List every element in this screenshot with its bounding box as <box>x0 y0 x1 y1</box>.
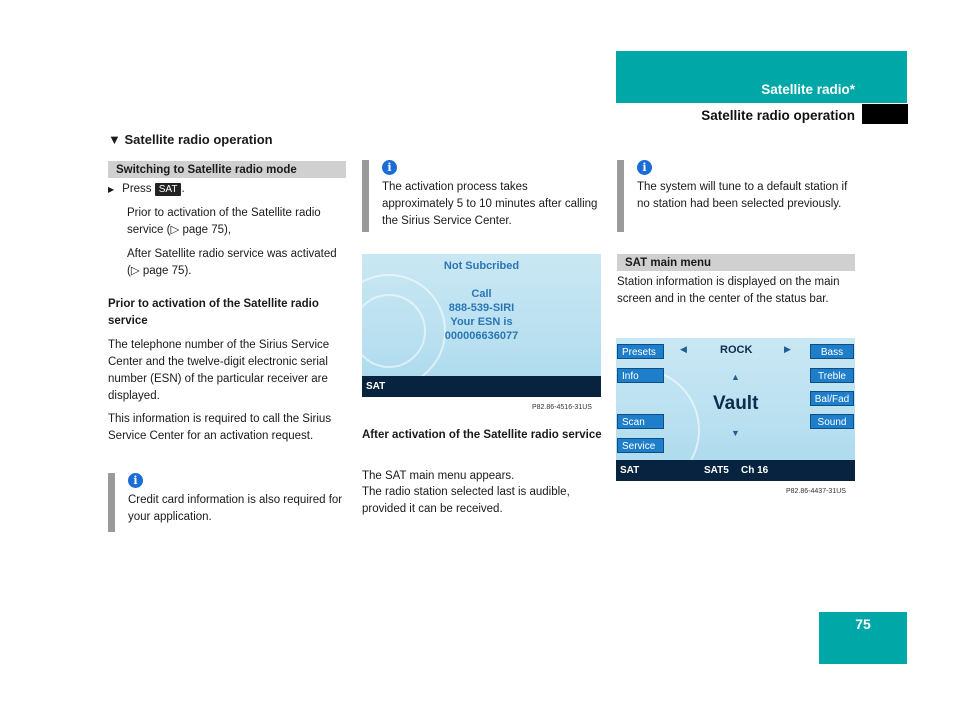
info-icon: i <box>128 473 143 488</box>
note-text: Credit card information is also required for your application. <box>128 494 343 523</box>
sat-main-menu-text: Station information is displayed on the main screen and in the center of the status bar. <box>617 276 840 305</box>
para-after: After Satellite radio service was activated (▷ page 75). <box>127 248 337 277</box>
chapter-tab <box>616 51 907 103</box>
prior-heading: Prior to activation of the Satellite radio service <box>108 298 319 327</box>
step-press-sat <box>108 181 348 198</box>
subheading-switching: Switching to Satellite radio mode <box>108 161 346 178</box>
status-station: SAT5 <box>704 465 729 476</box>
treble-button[interactable]: Treble <box>810 368 854 383</box>
note-default-station <box>617 160 857 232</box>
category-label: ROCK <box>720 344 753 356</box>
figure-caption: P82.86-4516-31US <box>532 404 592 411</box>
triangle-down-icon: ▼ <box>108 132 121 147</box>
arrow-down-icon[interactable]: ▼ <box>731 428 740 438</box>
prior-text-1: The telephone number of the Sirius Service Center and the twelve-digit electronic serial number (ESN) of the particular receiver are displayed. <box>108 339 330 402</box>
section-title: Satellite radio operation <box>701 108 855 123</box>
note-text: The system will tune to a default station if no station had been selected previously. <box>637 181 848 210</box>
bullet-icon: ▶ <box>108 185 115 194</box>
sound-button[interactable]: Sound <box>810 414 854 429</box>
sat-key: SAT <box>155 183 182 196</box>
screen-phone: 888-539-SIRI <box>448 302 515 314</box>
after-text-2: The radio station selected last is audible, provided it can be received. <box>362 486 570 515</box>
prior-text-2: This information is required to call the Sirius Service Center for an activation request. <box>108 413 332 442</box>
screen-esn-label: Your ESN is <box>450 316 513 328</box>
status-channel: Ch 16 <box>741 465 769 476</box>
section-marker <box>862 104 908 124</box>
balfad-button[interactable]: Bal/Fad <box>810 391 854 406</box>
after-text-1: The SAT main menu appears. <box>362 470 515 482</box>
info-button[interactable]: Info <box>617 368 664 383</box>
screen-status-bar <box>616 460 855 481</box>
info-icon: i <box>637 160 652 175</box>
activation-screen <box>362 254 601 397</box>
bass-button[interactable]: Bass <box>810 344 854 359</box>
screen-not-subscribed: Not Subcribed <box>443 260 520 272</box>
page-heading <box>108 131 273 148</box>
subheading-sat-main-menu: SAT main menu <box>617 254 855 271</box>
note-credit-card <box>108 473 348 532</box>
status-sat: SAT <box>366 381 386 392</box>
page-heading-text: Satellite radio operation <box>124 132 273 147</box>
figure-caption: P82.86-4437-31US <box>786 488 846 495</box>
screen-esn-value: 000006636077 <box>444 330 519 342</box>
arrow-up-icon[interactable]: ▲ <box>731 372 740 382</box>
step-text: Press <box>122 183 152 195</box>
screen-status-bar <box>362 376 601 397</box>
presets-button[interactable]: Presets <box>617 344 664 359</box>
arrow-left-icon[interactable]: ◀ <box>680 344 687 354</box>
service-button[interactable]: Service <box>617 438 664 453</box>
page-number-box <box>819 612 907 664</box>
screen-call: Call <box>471 288 492 300</box>
arrow-right-icon[interactable]: ▶ <box>784 344 791 354</box>
info-icon: i <box>382 160 397 175</box>
sat-main-menu-screen <box>616 338 855 481</box>
step-suffix: . <box>181 183 185 195</box>
para-prior: Prior to activation of the Satellite radio service (▷ page 75), <box>127 207 321 236</box>
note-text: The activation process takes approximately 5 to 10 minutes after calling the Sirius Service Center. <box>382 181 598 227</box>
station-name: Vault <box>713 393 759 414</box>
scan-button[interactable]: Scan <box>617 414 664 429</box>
chapter-title: Satellite radio* <box>761 82 855 97</box>
status-sat: SAT <box>620 465 640 476</box>
after-heading: After activation of the Satellite radio service <box>362 429 602 441</box>
note-activation <box>362 160 602 232</box>
page-number: 75 <box>855 616 871 632</box>
